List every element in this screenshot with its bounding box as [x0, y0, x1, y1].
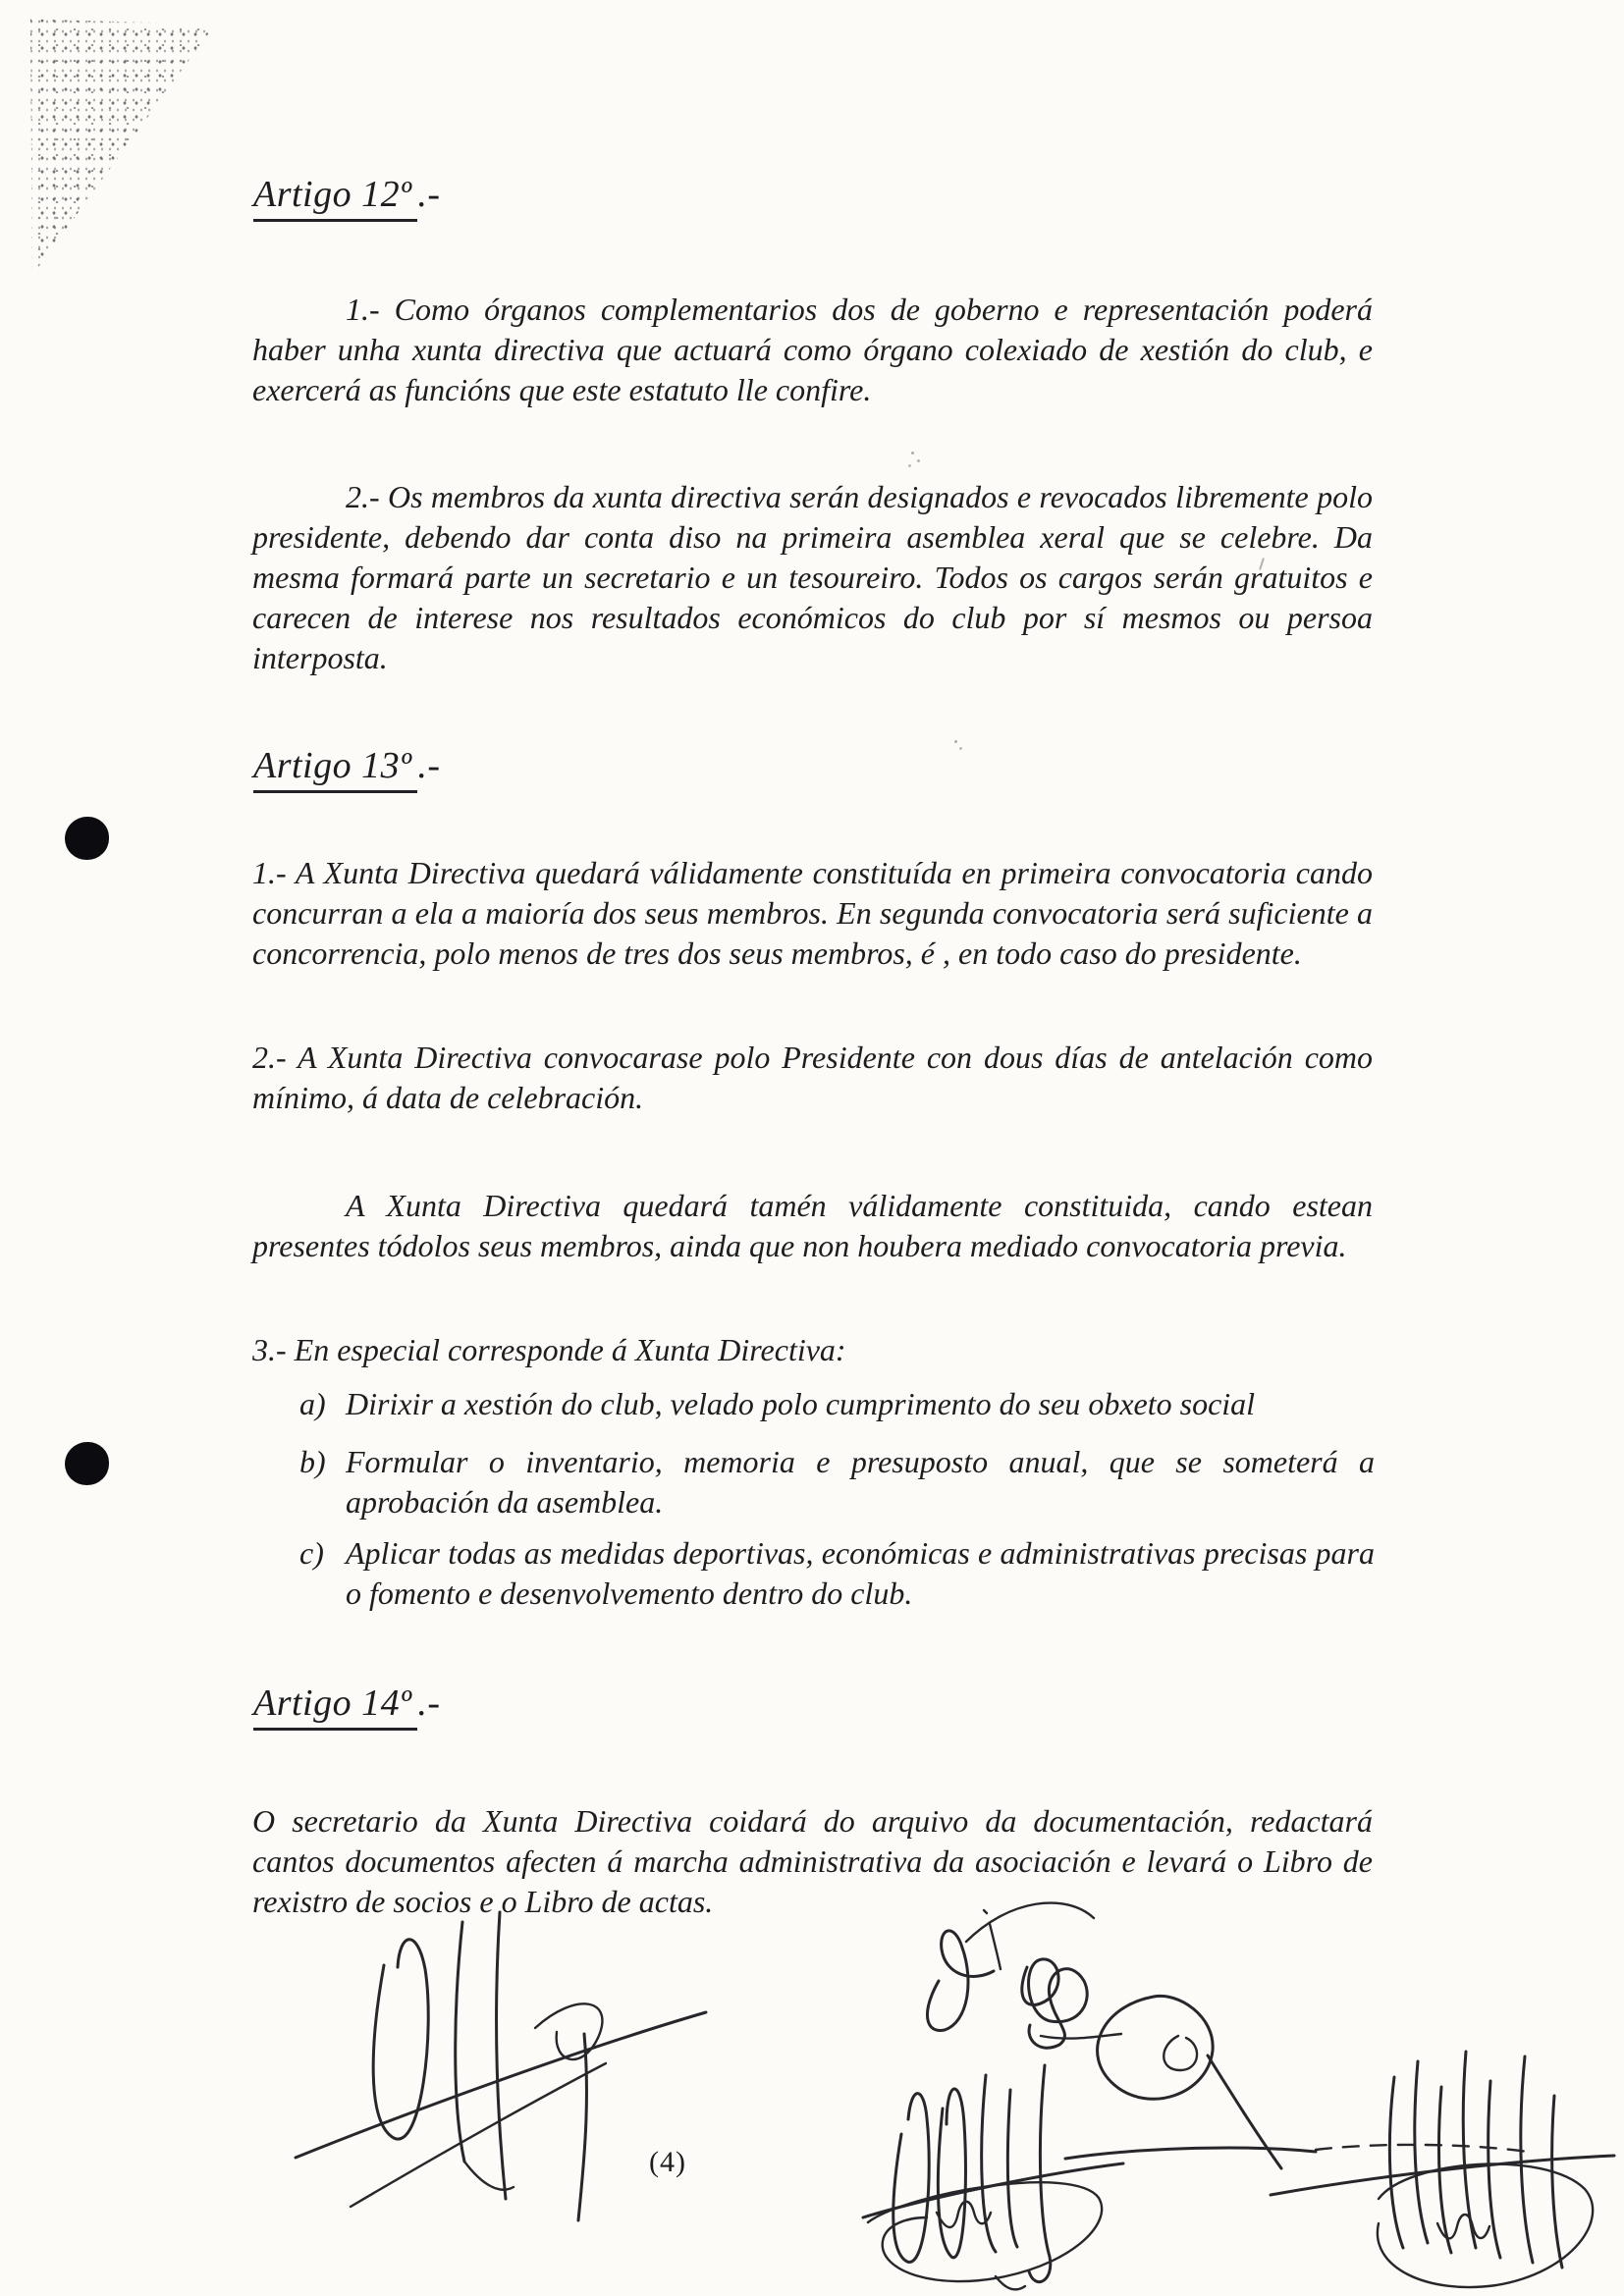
article-13-paragraph-1: 1.- A Xunta Directiva quedará válidamente constituída en primeira convocatoria cando concurran a ela a maioría dos seus membros. En segunda convocatoria será suficiente a concorrencia, polo menos de tres dos seus membros, é , en todo caso do presidente. [252, 855, 1373, 971]
article-13-heading-text: Artigo 13º [253, 745, 417, 793]
handwritten-signature-large-left-icon [290, 1904, 712, 2228]
list-item-a [299, 1384, 1375, 1424]
article-12-heading [253, 173, 441, 216]
scan-speck [911, 452, 914, 454]
list-item-c [299, 1533, 1375, 1614]
scan-speck [954, 740, 957, 743]
list-marker-a: a) [299, 1386, 326, 1421]
list-text-c: Aplicar todas as medidas deportivas, económicas e administrativas precisas para o fomento e desenvolvemento dentro do club. [346, 1535, 1375, 1611]
article-12-paragraph-1: 1.- Como órganos complementarios dos de goberno e representación poderá haber unha xunta directiva que actuará como órgano colexiado de xestión do club, e exercerá as funcións que este estatuto lle confire. [252, 292, 1373, 407]
article-14-heading-dash: .- [417, 1682, 441, 1724]
article-13-heading [253, 744, 441, 787]
article-12-heading-text: Artigo 12º [253, 174, 417, 222]
article-13-heading-dash: .- [417, 745, 441, 786]
list-marker-b: b) [299, 1444, 326, 1479]
photocopy-corner-artifact [25, 14, 219, 281]
article-12-heading-dash: .- [417, 174, 441, 215]
article-14-heading-text: Artigo 14º [253, 1682, 417, 1731]
article-12-paragraph-2: 2.- Os membros da xunta directiva serán designados e revocados libremente polo presidente, debendo dar conta diso na primeira asemblea xeral que se celebre. Da mesma formará parte un secretario e un tesoureiro. Todos os cargos serán gratuitos e carecen de interese nos resultados económicos do club por sí mesmos ou persoa interposta. [252, 479, 1373, 675]
article-13-paragraph-2: 2.- A Xunta Directiva convocarase polo Presidente con dous días de antelación como mínimo, á data de celebración. [252, 1040, 1373, 1115]
signature-cross-stroke-icon [1265, 2142, 1620, 2205]
article-14-paragraph-1: O secretario da Xunta Directiva coidará do arquivo da documentación, redactará cantos documentos afecten á marcha administrativa da asociación e levará o Libro de rexistro de socios e o Libro de actas. [252, 1803, 1373, 1919]
article-13-paragraph-4: 3.- En especial corresponde á Xunta Directiva: [252, 1332, 846, 1367]
list-marker-c: c) [299, 1535, 324, 1571]
list-item-b [299, 1442, 1375, 1522]
list-text-a: Dirixir a xestión do club, velado polo cumprimento do seu obxeto social [346, 1386, 1256, 1421]
hole-punch-mark [65, 817, 109, 860]
article-13-paragraph-3: A Xunta Directiva quedará tamén válidamente constituida, cando estean presentes tódolos seus membros, ainda que non houbera mediado convocatoria previa. [252, 1188, 1373, 1263]
list-text-b: Formular o inventario, memoria e presuposto anual, que se someterá a aprobación da asemblea. [346, 1444, 1375, 1520]
hole-punch-mark [65, 1442, 109, 1485]
page-number: (4) [649, 2146, 686, 2178]
article-14-heading [253, 1682, 441, 1725]
